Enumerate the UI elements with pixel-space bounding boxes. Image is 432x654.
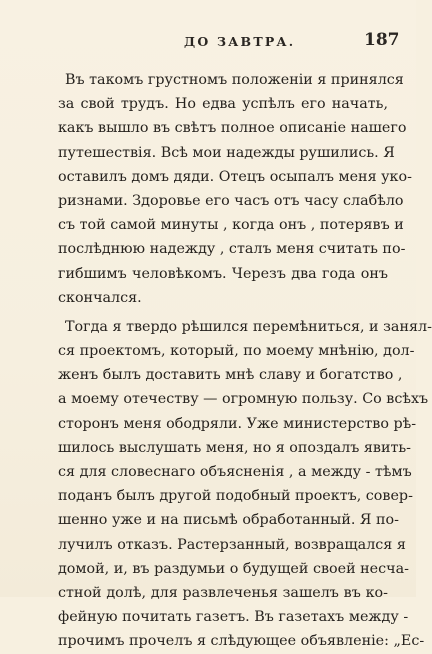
running-title: ДО ЗАВТРА. bbox=[184, 34, 296, 49]
running-head bbox=[0, 30, 416, 52]
text-line: лучилъ отказъ. Растерзанный, возвращался я bbox=[58, 536, 406, 553]
paragraph-2 bbox=[58, 315, 432, 654]
text-line: сторонъ меня ободряли. Уже министерство рѣ- bbox=[58, 415, 417, 432]
text-line: ся для словеснаго объясненiя , а между - тѣмъ bbox=[58, 464, 412, 480]
text-line: фейную почитать газетъ. Въ газетахъ между - bbox=[58, 609, 409, 626]
text-line: шилось выслушать меня, но я опоздалъ явить- bbox=[58, 439, 412, 456]
page-number: 187 bbox=[364, 30, 400, 50]
text-line: поданъ былъ другой подобный проектъ, совер- bbox=[58, 488, 413, 505]
text-line: ризнами. Здоровье его часъ отъ часу слабѣло bbox=[58, 192, 404, 209]
text-line: послѣднюю надежду , сталъ меня считать по- bbox=[58, 241, 406, 258]
text-line: женъ былъ доставить мнѣ славу и богатство , bbox=[58, 367, 403, 384]
text-line: путешествiя. Всѣ мои надежды рушились. Я bbox=[58, 144, 395, 161]
text-line: а моему отечеству — огромную пользу. Со всѣхъ bbox=[58, 391, 429, 408]
text-line: оставилъ домъ дяди. Отецъ осыпалъ меня уко- bbox=[58, 168, 412, 185]
text-line: гибшимъ человѣкомъ. Черезъ два года онъ bbox=[58, 265, 388, 282]
text-line: домой, и, въ раздумьи о будущей своей несча- bbox=[58, 560, 409, 577]
text-line: съ той самой минуты , когда онъ , потерявъ и bbox=[58, 217, 404, 234]
text-line: Въ такомъ грустномъ положенiи я принялся bbox=[65, 72, 404, 88]
text-line: Тогда я твердо рѣшился перемѣниться, и занял- bbox=[65, 318, 432, 335]
text-line: шенно уже и на письмѣ обработанный. Я по- bbox=[58, 512, 399, 529]
text-line: какъ вышло въ свѣтъ полное описанiе нашего bbox=[58, 120, 407, 137]
text-line: стной долѣ, для развлеченья зашелъ въ ко- bbox=[58, 584, 388, 601]
text-line: скончался. bbox=[58, 289, 142, 306]
text-line: за свой трудъ. Но едва успѣлъ его начать, bbox=[58, 96, 388, 113]
paragraph-1 bbox=[58, 68, 412, 310]
text-line: прочимъ прочелъ я слѣдующее объявленiе: „Ес- bbox=[58, 633, 425, 650]
body-text bbox=[58, 68, 432, 654]
text-line: ся проектомъ, который, по моему мнѣнiю, дол- bbox=[58, 343, 415, 360]
